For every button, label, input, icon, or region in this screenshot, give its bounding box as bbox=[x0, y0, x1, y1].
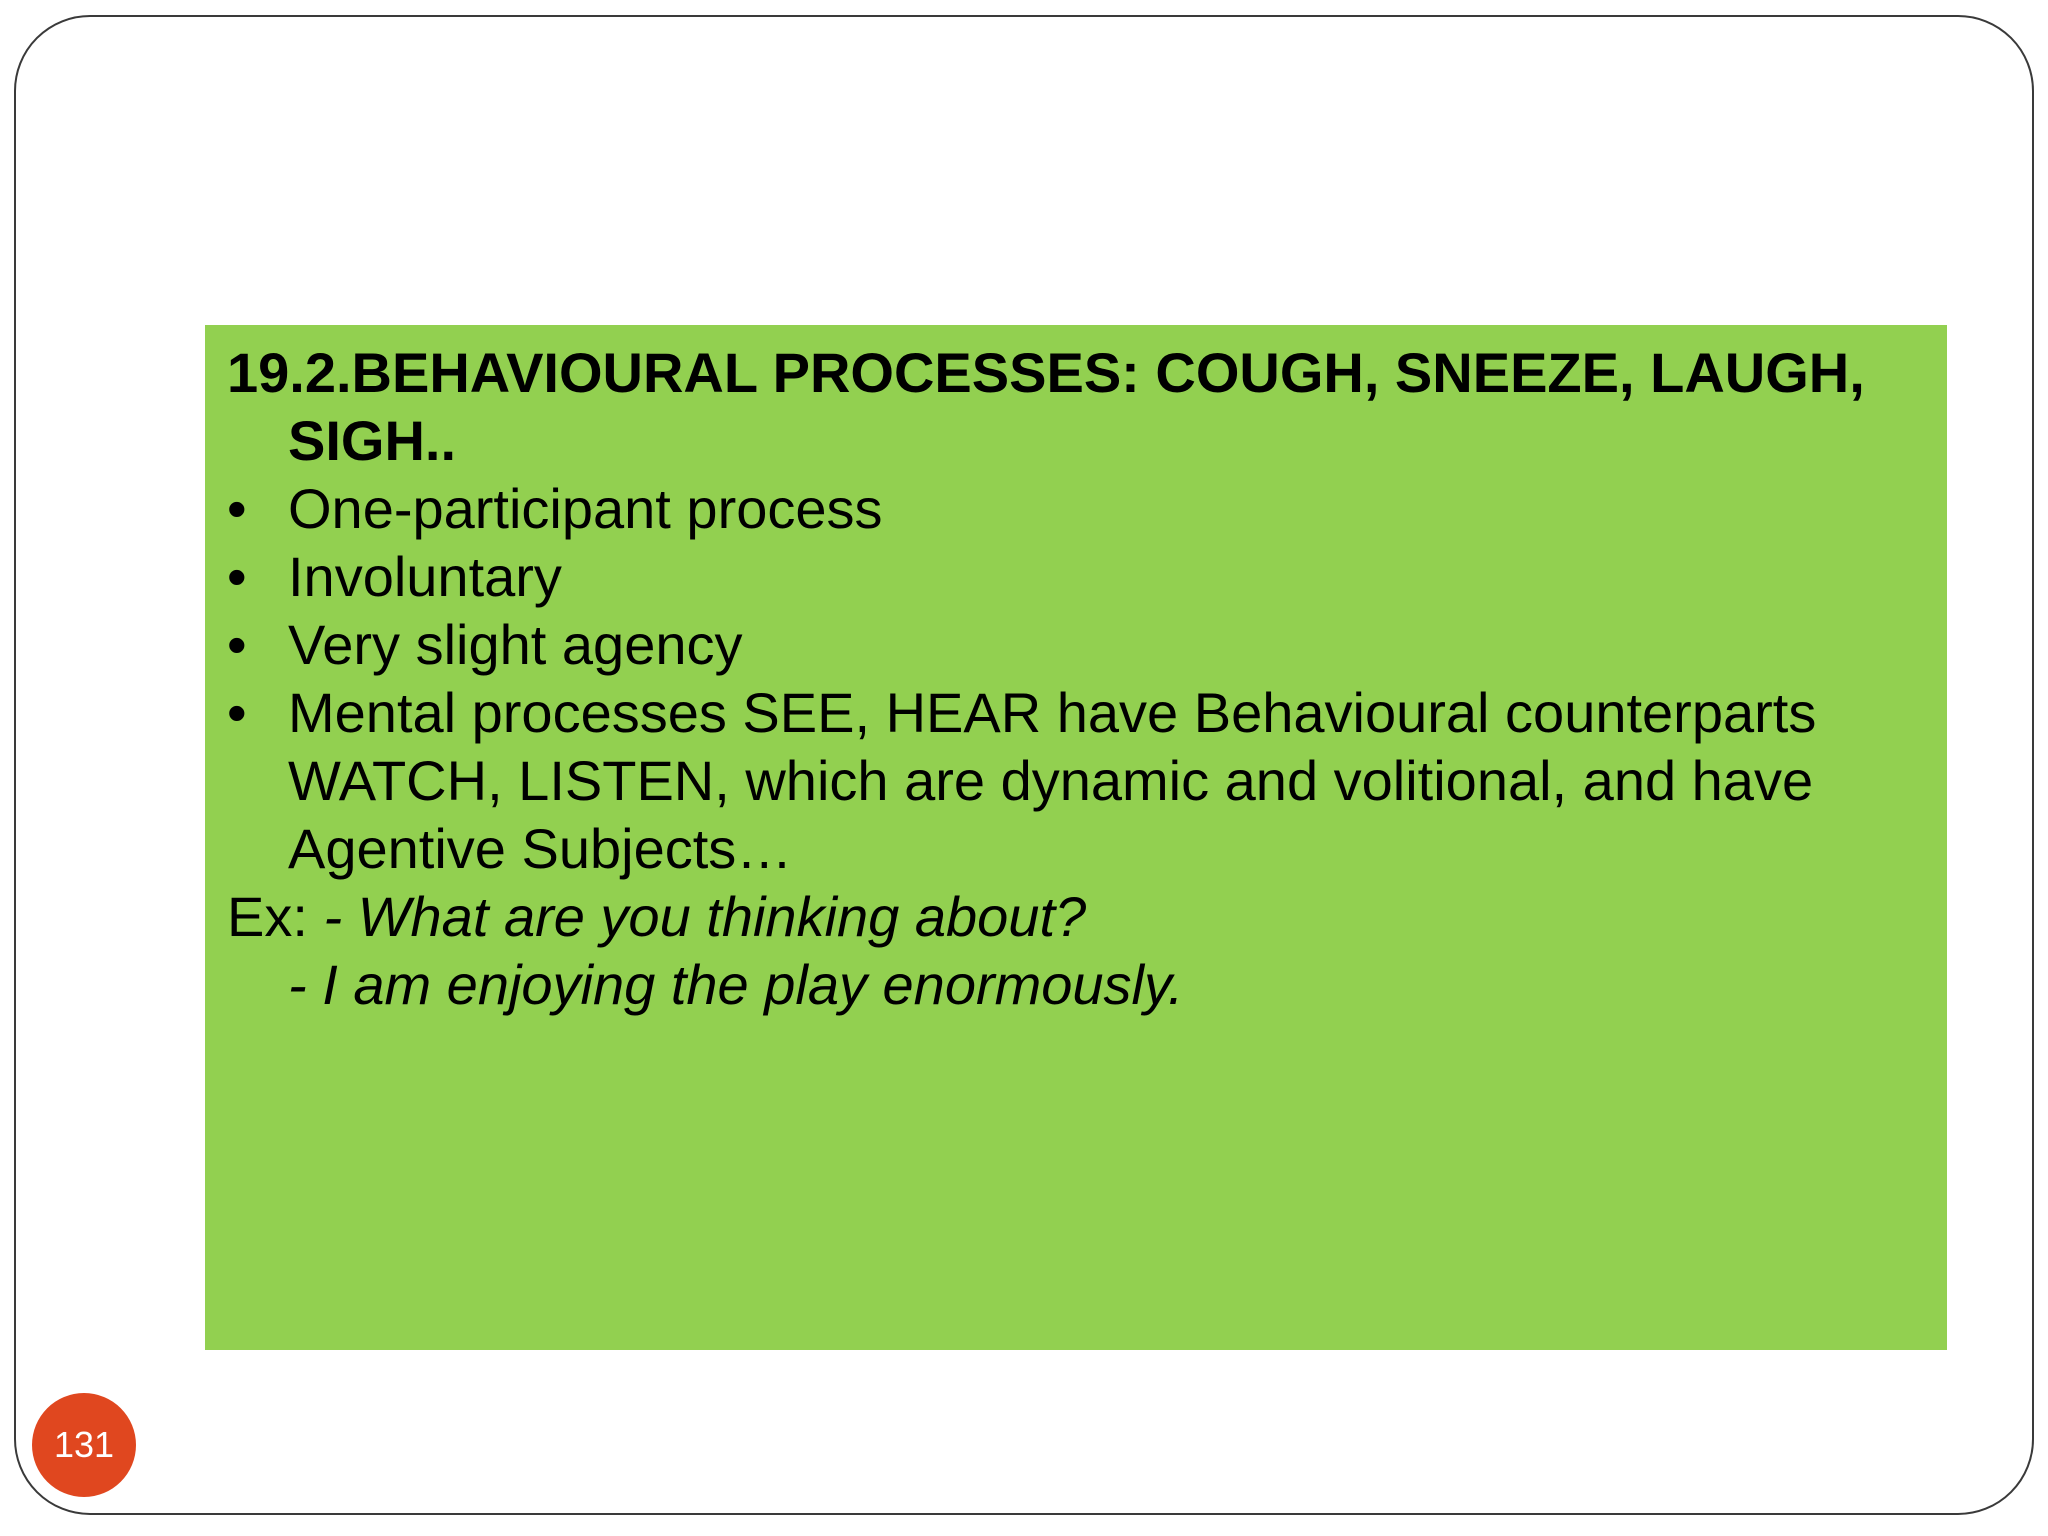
example-line-2: - I am enjoying the play enormously. bbox=[288, 953, 1184, 1016]
bullet-item bbox=[227, 475, 1948, 543]
slide-heading: 19.2.BEHAVIOURAL PROCESSES: COUGH, SNEEZE, LAUGH, SIGH.. bbox=[227, 341, 1865, 472]
bullet-text: Involuntary bbox=[288, 545, 562, 608]
bullet-dot-icon: • bbox=[227, 545, 247, 608]
bullet-item bbox=[227, 611, 1948, 679]
page-number-badge bbox=[32, 1393, 136, 1497]
bullet-text: One-participant process bbox=[288, 477, 883, 540]
example-question: - What are you thinking about? bbox=[323, 885, 1087, 948]
bullet-list bbox=[227, 475, 1947, 883]
bullet-dot-icon: • bbox=[227, 477, 247, 540]
example-line-1 bbox=[227, 883, 1947, 951]
bullet-dot-icon: • bbox=[227, 613, 247, 676]
bullet-dot-icon: • bbox=[227, 681, 247, 744]
content-box bbox=[205, 325, 1947, 1350]
bullet-item bbox=[227, 543, 1948, 611]
bullet-item bbox=[227, 679, 1948, 883]
page-number: 131 bbox=[53, 1424, 115, 1465]
bullet-text: Mental processes SEE, HEAR have Behavioural counterparts WATCH, LISTEN, which are dynamic and volitional, and have Agentive Subjects… bbox=[288, 681, 1817, 880]
bullet-text: Very slight agency bbox=[288, 613, 743, 676]
example-prefix: Ex: bbox=[227, 885, 324, 948]
